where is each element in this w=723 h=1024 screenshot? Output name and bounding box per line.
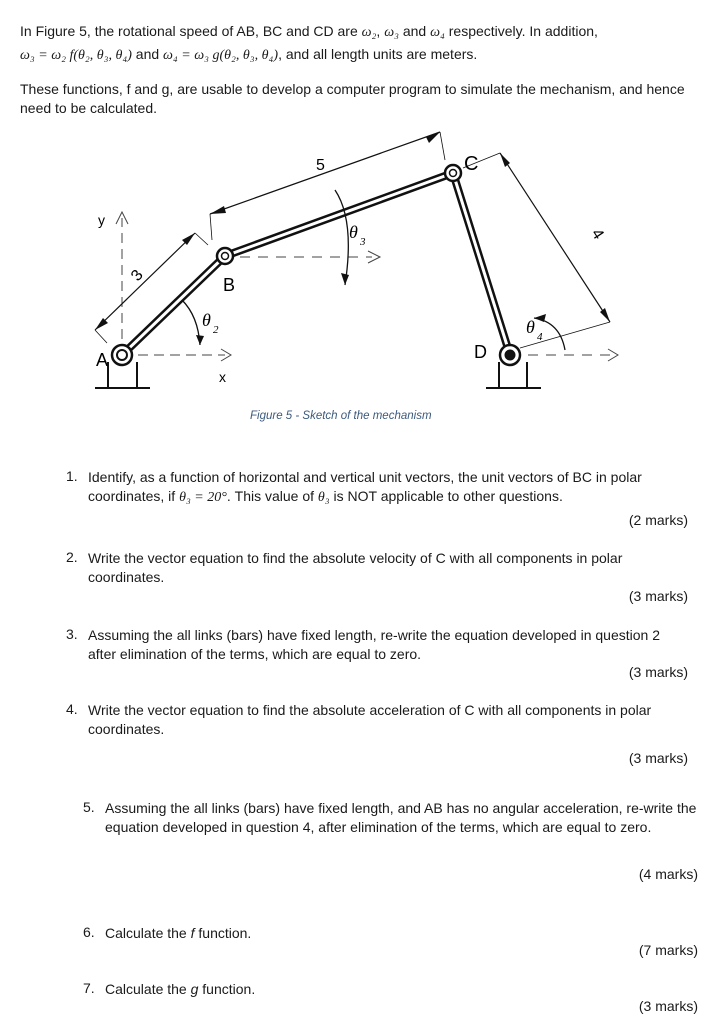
link-cd	[453, 173, 510, 355]
label-theta2-sub: 2	[213, 324, 219, 336]
intro-line-1: In Figure 5, the rotational speed of AB, BC and CD are ω₂, ω₃ and ω₄ respectively. In addition,	[20, 23, 598, 40]
question-text: Assuming the all links (bars) have fixed length, and AB has no angular acceleration, re-write the equation developed in question 4, after elimination of the terms, which are equal to zero.	[105, 800, 697, 835]
label-d: D	[474, 342, 487, 362]
question-number: 5.	[83, 799, 95, 815]
link-bc	[225, 173, 453, 256]
question-text: Write the vector equation to find the absolute velocity of C with all components in polar coordinates.	[88, 550, 623, 585]
question-marks: (7 marks)	[638, 942, 698, 958]
ground-support-d	[486, 362, 541, 388]
intro-text: In Figure 5, the rotational speed of AB, BC and CD are	[20, 23, 358, 39]
joint-c	[445, 165, 461, 181]
label-length-ab: 3	[128, 266, 147, 285]
question-number: 1.	[66, 468, 78, 484]
question-number: 7.	[83, 980, 95, 996]
question-marks: (4 marks)	[638, 866, 698, 882]
label-x: x	[219, 369, 226, 385]
label-y: y	[98, 212, 105, 228]
intro-line-2: ω₃ = ω₂ f(θ₂, θ₃, θ₄) and ω₄ = ω₃ g(θ₂, θ₃, θ₄), and all length units are meters.	[20, 46, 478, 63]
label-length-bc: 5	[316, 157, 325, 174]
question-number: 2.	[66, 549, 78, 565]
question-text: Calculate the g function.	[105, 981, 256, 997]
label-theta3-sub: 3	[360, 236, 366, 248]
label-c: C	[464, 153, 479, 175]
question-number: 3.	[66, 626, 78, 642]
question-text: Write the vector equation to find the absolute acceleration of C with all components in polar coordinates.	[88, 702, 652, 737]
question-text: Calculate the f function.	[105, 925, 252, 941]
label-theta4-sub: 4	[537, 331, 543, 343]
label-b: B	[223, 275, 236, 295]
label-theta3: θ	[349, 222, 358, 242]
omega3: ω₃	[384, 25, 399, 40]
question-number: 6.	[83, 924, 95, 940]
question-text: Assuming the all links (bars) have fixed length, re-write the equation developed in question 2 after elimination of the terms, which are equal to zero.	[88, 627, 660, 662]
mechanism-figure	[0, 130, 723, 410]
question-marks: (2 marks)	[628, 512, 688, 528]
omega4: ω₄	[430, 25, 445, 40]
question-text: Identify, as a function of horizontal and vertical unit vectors, the unit vectors of BC in polar coordinates, if θ₃ = 20°. This value of θ₃ is NOT applicable to other questions.	[88, 469, 642, 505]
joint-a	[112, 345, 132, 365]
joint-d	[500, 345, 520, 365]
functions-paragraph: These functions, f and g, are usable to develop a computer program to simulate the mechanism, and hence need to be calculated.	[20, 81, 685, 116]
question-marks: (3 marks)	[638, 998, 698, 1014]
question-marks: (3 marks)	[628, 664, 688, 680]
joint-b	[217, 248, 233, 264]
question-marks: (3 marks)	[628, 588, 688, 604]
equation-omega3: ω₃ = ω₂ f(θ₂, θ₃, θ₄)	[20, 48, 132, 63]
question-number: 4.	[66, 701, 78, 717]
omega2: ω₂	[361, 25, 377, 40]
label-a: A	[96, 350, 109, 370]
label-theta4: θ	[526, 317, 535, 337]
figure-caption: Figure 5 - Sketch of the mechanism	[250, 410, 432, 422]
label-theta2: θ	[202, 310, 211, 330]
question-marks: (3 marks)	[628, 750, 688, 766]
equation-omega4: ω₄ = ω₃ g(θ₂, θ₃, θ₄)	[163, 48, 279, 63]
label-length-cd: 4	[587, 225, 607, 243]
